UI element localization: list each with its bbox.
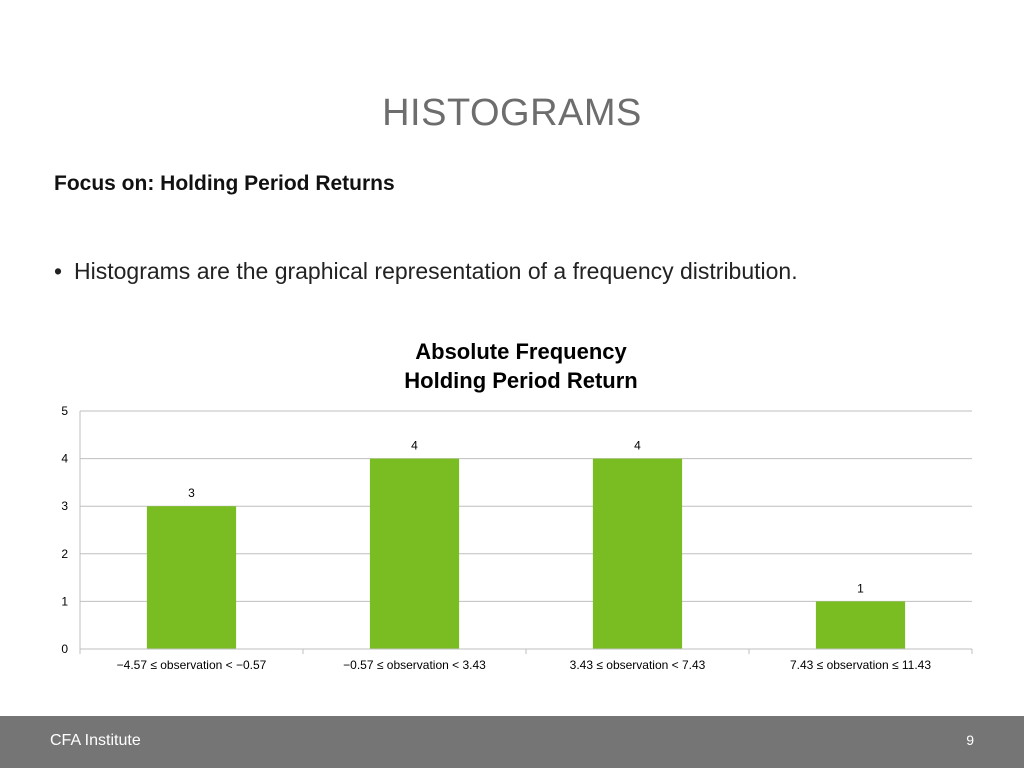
bullet-item (54, 258, 798, 285)
y-tick-label: 3 (61, 499, 68, 514)
bar-data-label: 4 (411, 438, 418, 453)
chart-title-line-1: Absolute Frequency (415, 339, 627, 364)
histogram-bar (816, 601, 905, 649)
bar-data-label: 4 (634, 438, 641, 453)
histogram-bar (147, 506, 236, 649)
bar-data-label: 1 (857, 581, 864, 596)
y-tick-label: 0 (61, 642, 68, 656)
page-number: 9 (966, 732, 974, 748)
y-tick-label: 5 (61, 404, 68, 418)
histogram-bar (370, 459, 459, 649)
footer-brand: CFA Institute (50, 732, 141, 749)
chart-title-line-2: Holding Period Return (404, 368, 638, 393)
x-category-label: 3.43 ≤ observation < 7.43 (569, 658, 706, 672)
bar-data-label: 3 (188, 486, 195, 501)
histogram-bar (593, 459, 682, 649)
bullet-icon: • (54, 258, 63, 284)
bullet-text: Histograms are the graphical representation of a frequency distribution. (74, 258, 798, 284)
x-category-label: −0.57 ≤ observation < 3.43 (343, 658, 486, 672)
plot-area (61, 404, 972, 672)
y-tick-label: 2 (61, 546, 68, 561)
slide-title: HISTOGRAMS (382, 92, 642, 134)
footer-bar (0, 716, 1024, 768)
chart-svg (40, 334, 990, 684)
x-category-label: 7.43 ≤ observation ≤ 11.43 (789, 658, 932, 672)
histogram-chart (40, 334, 990, 684)
y-tick-label: 1 (61, 594, 68, 609)
slide-subheading: Focus on: Holding Period Returns (54, 172, 395, 195)
y-tick-label: 4 (61, 451, 68, 466)
x-category-label: −4.57 ≤ observation < −0.57 (116, 658, 267, 672)
